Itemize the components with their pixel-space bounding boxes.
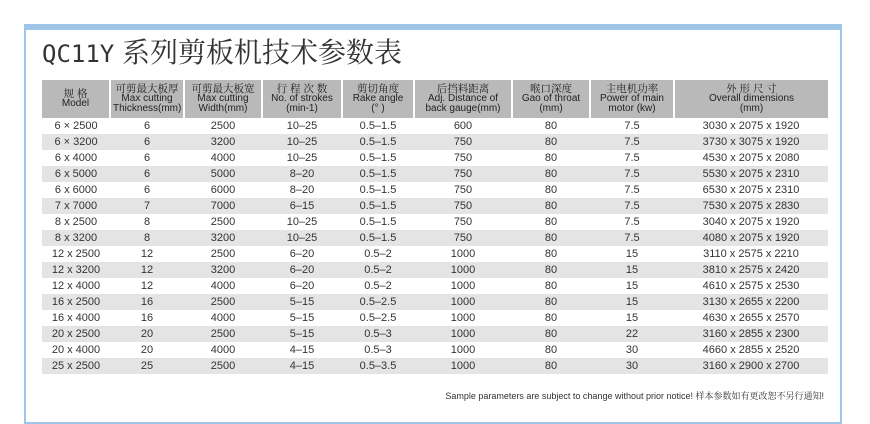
table-cell: 1000 (414, 310, 512, 326)
table-cell: 25 (110, 358, 184, 374)
table-cell: 6 (110, 134, 184, 150)
column-header-en: Gao of throat (521, 93, 581, 104)
table-row (42, 150, 828, 166)
column-header-en: (mm) (539, 103, 563, 114)
table-cell: 10–25 (262, 214, 342, 230)
table-cell: 0.5–1.5 (342, 166, 414, 182)
table-cell: 30 (590, 342, 674, 358)
table-header-row (42, 80, 828, 118)
table-cell: 6 (110, 118, 184, 134)
table-cell: 750 (414, 198, 512, 214)
table-cell: 0.5–2 (342, 262, 414, 278)
table-row (42, 118, 828, 134)
table-cell: 0.5–2 (342, 278, 414, 294)
table-cell: 6000 (184, 182, 262, 198)
table-cell: 80 (512, 326, 590, 342)
table-cell: 7 (110, 198, 184, 214)
table-cell: 2500 (184, 358, 262, 374)
table-cell: 3110 x 2575 x 2210 (674, 246, 828, 262)
table-cell: 15 (590, 262, 674, 278)
table-cell: 6 (110, 182, 184, 198)
table-row (42, 358, 828, 374)
column-header-en: Width(mm) (198, 103, 248, 114)
table-cell: 3040 x 2075 x 1920 (674, 214, 828, 230)
table-cell: 2500 (184, 118, 262, 134)
table-cell: 80 (512, 118, 590, 134)
table-body (42, 118, 828, 374)
table-cell: 0.5–2 (342, 246, 414, 262)
table-cell: 2500 (184, 294, 262, 310)
table-cell: 15 (590, 310, 674, 326)
table-cell: 10–25 (262, 150, 342, 166)
table-cell: 5–15 (262, 326, 342, 342)
table-cell: 8 x 3200 (42, 230, 110, 246)
table-cell: 0.5–1.5 (342, 118, 414, 134)
table-row (42, 326, 828, 342)
table-cell: 80 (512, 342, 590, 358)
table-cell: 4080 x 2075 x 1920 (674, 230, 828, 246)
table-cell: 1000 (414, 294, 512, 310)
table-cell: 80 (512, 230, 590, 246)
table-cell: 8 (110, 230, 184, 246)
table-cell: 6530 x 2075 x 2310 (674, 182, 828, 198)
column-header-en: Power of main (600, 93, 664, 104)
table-cell: 7.5 (590, 182, 674, 198)
column-header (590, 80, 674, 118)
table-cell: 6 x 6000 (42, 182, 110, 198)
table-cell: 600 (414, 118, 512, 134)
table-cell: 0.5–1.5 (342, 150, 414, 166)
table-cell: 4660 x 2855 x 2520 (674, 342, 828, 358)
column-header-en: back gauge(mm) (425, 103, 501, 114)
table-cell: 750 (414, 166, 512, 182)
column-header (512, 80, 590, 118)
table-cell: 0.5–2.5 (342, 294, 414, 310)
table-cell: 6–20 (262, 246, 342, 262)
table-cell: 16 (110, 294, 184, 310)
table-cell: 7.5 (590, 198, 674, 214)
table-cell: 6–20 (262, 262, 342, 278)
table-cell: 22 (590, 326, 674, 342)
column-header (42, 80, 110, 118)
table-cell: 15 (590, 294, 674, 310)
table-cell: 15 (590, 246, 674, 262)
table-cell: 0.5–3.5 (342, 358, 414, 374)
table-cell: 20 (110, 342, 184, 358)
column-header (110, 80, 184, 118)
table-cell: 0.5–3 (342, 326, 414, 342)
table-cell: 20 (110, 326, 184, 342)
title-text: 系列剪板机技术参数表 (122, 36, 403, 69)
table-cell: 0.5–3 (342, 342, 414, 358)
table-cell: 750 (414, 230, 512, 246)
table-cell: 7000 (184, 198, 262, 214)
table-cell: 16 x 4000 (42, 310, 110, 326)
table-cell: 80 (512, 358, 590, 374)
table-cell: 2500 (184, 246, 262, 262)
column-header-en: motor (kw) (608, 103, 656, 114)
table-cell: 16 x 2500 (42, 294, 110, 310)
column-header-en: Overall dimensions (708, 93, 795, 104)
table-cell: 80 (512, 310, 590, 326)
table-cell: 30 (590, 358, 674, 374)
column-header-cn: 后挡料距离 (436, 83, 490, 95)
column-header-en: Max cutting (197, 93, 249, 104)
table-cell: 1000 (414, 326, 512, 342)
table-cell: 6 (110, 150, 184, 166)
table-cell: 4000 (184, 150, 262, 166)
table-cell: 4000 (184, 278, 262, 294)
page-title (42, 36, 402, 71)
table-cell: 3810 x 2575 x 2420 (674, 262, 828, 278)
table-cell: 7.5 (590, 134, 674, 150)
table-row (42, 166, 828, 182)
table-cell: 1000 (414, 278, 512, 294)
table-cell: 1000 (414, 358, 512, 374)
table-cell: 15 (590, 278, 674, 294)
column-header-en: Adj. Distance of (427, 93, 499, 104)
table-cell: 80 (512, 166, 590, 182)
table-cell: 4–15 (262, 358, 342, 374)
disclaimer-note: Sample parameters are subject to change without prior notice! 样本参数如有更改恕不另行通知! (445, 391, 824, 401)
column-header-en: (° ) (371, 103, 385, 114)
table-cell: 7.5 (590, 118, 674, 134)
table-cell: 2500 (184, 214, 262, 230)
table-cell: 6 × 3200 (42, 134, 110, 150)
table-cell: 6–15 (262, 198, 342, 214)
table-cell: 80 (512, 262, 590, 278)
table-cell: 6 × 2500 (42, 118, 110, 134)
table-cell: 80 (512, 246, 590, 262)
table-cell: 6 (110, 166, 184, 182)
table-cell: 8 (110, 214, 184, 230)
table-cell: 0.5–1.5 (342, 214, 414, 230)
table-row (42, 278, 828, 294)
table-cell: 1000 (414, 342, 512, 358)
column-header-cn: 外 形 尺 寸 (726, 83, 777, 95)
table-cell: 4–15 (262, 342, 342, 358)
table-cell: 5–15 (262, 294, 342, 310)
table-cell: 10–25 (262, 118, 342, 134)
column-header-en: Thickness(mm) (113, 103, 182, 114)
column-header-en: (min-1) (286, 103, 318, 114)
column-header-cn: 可剪最大板宽 (191, 83, 255, 95)
table-cell: 20 x 4000 (42, 342, 110, 358)
table-cell: 1000 (414, 262, 512, 278)
table-cell: 16 (110, 310, 184, 326)
column-header-cn: 喉口深度 (530, 83, 572, 95)
table-cell: 7.5 (590, 214, 674, 230)
title-model: QC11Y (42, 40, 115, 68)
table-cell: 10–25 (262, 230, 342, 246)
table-row (42, 262, 828, 278)
table-row (42, 134, 828, 150)
table-cell: 750 (414, 182, 512, 198)
table-cell: 8 x 2500 (42, 214, 110, 230)
table-cell: 4000 (184, 310, 262, 326)
table-cell: 3730 x 3075 x 1920 (674, 134, 828, 150)
table-row (42, 230, 828, 246)
table-cell: 7.5 (590, 150, 674, 166)
table-cell: 6 x 5000 (42, 166, 110, 182)
column-header-en: Model (61, 98, 90, 109)
table-cell: 0.5–1.5 (342, 230, 414, 246)
table-cell: 7530 x 2075 x 2830 (674, 198, 828, 214)
table-cell: 6–20 (262, 278, 342, 294)
table-cell: 12 x 3200 (42, 262, 110, 278)
table-cell: 6 x 4000 (42, 150, 110, 166)
table-cell: 5–15 (262, 310, 342, 326)
table-cell: 80 (512, 150, 590, 166)
table-cell: 3200 (184, 230, 262, 246)
table-cell: 80 (512, 278, 590, 294)
table-cell: 4530 x 2075 x 2080 (674, 150, 828, 166)
table-cell: 3160 x 2900 x 2700 (674, 358, 828, 374)
table-cell: 3200 (184, 134, 262, 150)
table-cell: 12 x 2500 (42, 246, 110, 262)
table-cell: 0.5–1.5 (342, 198, 414, 214)
table-row (42, 198, 828, 214)
table-cell: 7.5 (590, 166, 674, 182)
column-header (262, 80, 342, 118)
table-cell: 1000 (414, 246, 512, 262)
table-cell: 20 x 2500 (42, 326, 110, 342)
table-cell: 3130 x 2655 x 2200 (674, 294, 828, 310)
column-header (674, 80, 828, 118)
table-cell: 12 (110, 278, 184, 294)
table-cell: 0.5–1.5 (342, 182, 414, 198)
table-cell: 8–20 (262, 182, 342, 198)
table-cell: 25 x 2500 (42, 358, 110, 374)
table-cell: 0.5–2.5 (342, 310, 414, 326)
table-cell: 4000 (184, 342, 262, 358)
column-header-cn: 剪切角度 (357, 83, 399, 95)
column-header (184, 80, 262, 118)
frame-top-bar (24, 24, 842, 30)
table-row (42, 294, 828, 310)
column-header-en: Max cutting (121, 93, 173, 104)
table-row (42, 246, 828, 262)
spec-table (42, 80, 828, 374)
table-cell: 750 (414, 214, 512, 230)
table-cell: 12 (110, 246, 184, 262)
column-header-en: Rake angle (352, 93, 404, 104)
column-header-cn: 行 程 次 数 (276, 83, 328, 95)
column-header (342, 80, 414, 118)
table-cell: 0.5–1.5 (342, 134, 414, 150)
table-cell: 750 (414, 134, 512, 150)
table-cell: 12 (110, 262, 184, 278)
table-cell: 10–25 (262, 134, 342, 150)
table-cell: 80 (512, 294, 590, 310)
column-header-cn: 主电机功率 (605, 83, 659, 95)
table-cell: 80 (512, 198, 590, 214)
table-cell: 4610 x 2575 x 2530 (674, 278, 828, 294)
column-header (414, 80, 512, 118)
table-row (42, 310, 828, 326)
table-cell: 3200 (184, 262, 262, 278)
table-cell: 3160 x 2855 x 2300 (674, 326, 828, 342)
column-header-cn: 规 格 (63, 88, 88, 100)
table-cell: 5000 (184, 166, 262, 182)
table-cell: 2500 (184, 326, 262, 342)
table-row (42, 182, 828, 198)
table-cell: 750 (414, 150, 512, 166)
column-header-cn: 可剪最大板厚 (115, 83, 179, 95)
table-cell: 7 x 7000 (42, 198, 110, 214)
table-row (42, 342, 828, 358)
column-header-en: No. of strokes (271, 93, 333, 104)
table-row (42, 214, 828, 230)
table-cell: 12 x 4000 (42, 278, 110, 294)
table-cell: 5530 x 2075 x 2310 (674, 166, 828, 182)
column-header-en: (mm) (739, 103, 764, 114)
table-cell: 4630 x 2655 x 2570 (674, 310, 828, 326)
table-cell: 7.5 (590, 230, 674, 246)
table-cell: 80 (512, 214, 590, 230)
table-cell: 80 (512, 134, 590, 150)
table-cell: 80 (512, 182, 590, 198)
table-cell: 8–20 (262, 166, 342, 182)
table-cell: 3030 x 2075 x 1920 (674, 118, 828, 134)
